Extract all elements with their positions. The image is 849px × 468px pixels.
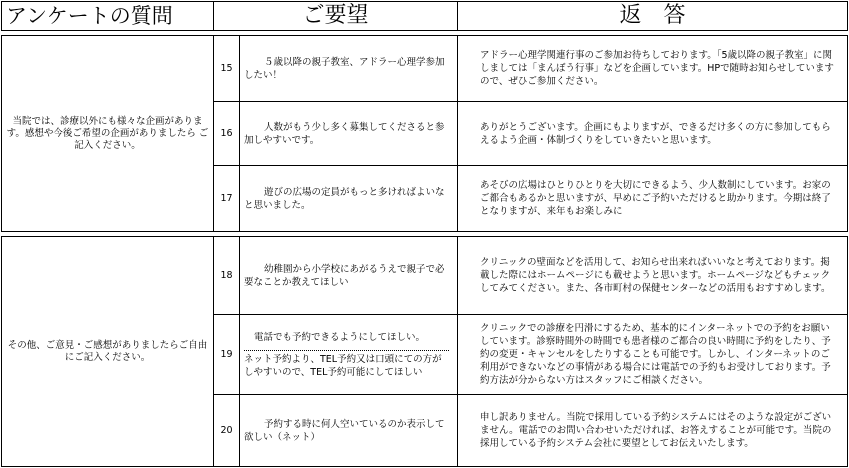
request-text: 遊びの広場の定員がもっと多ければよいなと思いました。 <box>240 166 458 232</box>
row-number: 20 <box>214 395 240 467</box>
row-number: 16 <box>214 102 240 166</box>
answer-text: 申し訳ありません。当院で採用している予約システムにはそのような設定がございません。電話でのお問い合わせいただければ、お答えすることが可能です。当院の採用している予約システム会社に要望としてお伝えいたします。 <box>458 395 848 467</box>
row-number: 18 <box>214 237 240 315</box>
request-text: 人数がもう少し多く募集してくださると参加しやすいです。 <box>240 102 458 166</box>
request-text <box>240 315 458 395</box>
answer-text: アドラー心理学関連行事のご参加お待ちしております。「5歳以降の親子教室」に関しましては「まんぼう行事」などを企画しています。HPで随時お知らせしていますので、ぜひご参加ください。 <box>458 36 848 102</box>
table-row <box>2 36 848 102</box>
request-text: 予約する時に何人空いているのか表示して欲しい（ネット） <box>240 395 458 467</box>
request-line-2: ネット予約より、TEL予約又は口頭にての方がしやすいので、TEL予約可能にしてほしい <box>244 353 442 378</box>
survey-question-1: 当院では、診療以外にも様々な企画がありま す。感想や今後ご希望の企画がありましたら ご記入ください。 <box>2 36 214 232</box>
table-row <box>2 237 848 315</box>
header-row <box>2 2 848 31</box>
request-line-1: 電話でも予約できるようにしてほしい。 <box>254 331 426 343</box>
row-number: 15 <box>214 36 240 102</box>
answer-text: クリニックの壁面などを活用して、お知らせ出来ればいいなと考えております。掲載した際にはホームページにも載せようと思います。ホームページなどもチェックしてみてください。また、各市町村の保健センターなどの活用もおすすめします。 <box>458 237 848 315</box>
answer-text: クリニックでの診療を円滑にするため、基本的にインターネットでの予約をお願いしています。診察時間外の時間でも患者様のご都合の良い時間に予約をしたり、予約の変更・キャンセルをしたりすることも可能です。しかし、インターネットのご利用ができないなどの事情がある場合には電話での予約もお受けしております。予約方法が分からない方はスタッフにご相談ください。 <box>458 315 848 395</box>
answer-text: ありがとうございます。企画にもよりますが、できるだけ多くの方に参加してもらえるよう企画・体制づくりをしていきたいと思います。 <box>458 102 848 166</box>
dotted-divider <box>244 350 449 351</box>
request-text: ５歳以降の親子教室、アドラー心理学参加したい！ <box>240 36 458 102</box>
header-answer: 返答 <box>458 2 848 31</box>
header-request: ご要望 <box>214 2 458 31</box>
request-text: 幼稚園から小学校にあがるうえで親子で必要なことか教えてほしい <box>240 237 458 315</box>
survey-table <box>1 1 848 467</box>
row-number: 19 <box>214 315 240 395</box>
row-number: 17 <box>214 166 240 232</box>
survey-question-2: その他、ご意見・ご感想がありましたらご自由 にご記入ください。 <box>2 237 214 467</box>
header-question: アンケートの質問 <box>2 2 214 31</box>
answer-text: あそびの広場はひとりひとりを大切にできるよう、少人数制にしています。お家のご都合もあるかと思いますが、早めにご予約いただけると助かります。今期は終了となりますが、来年もお楽しみに <box>458 166 848 232</box>
